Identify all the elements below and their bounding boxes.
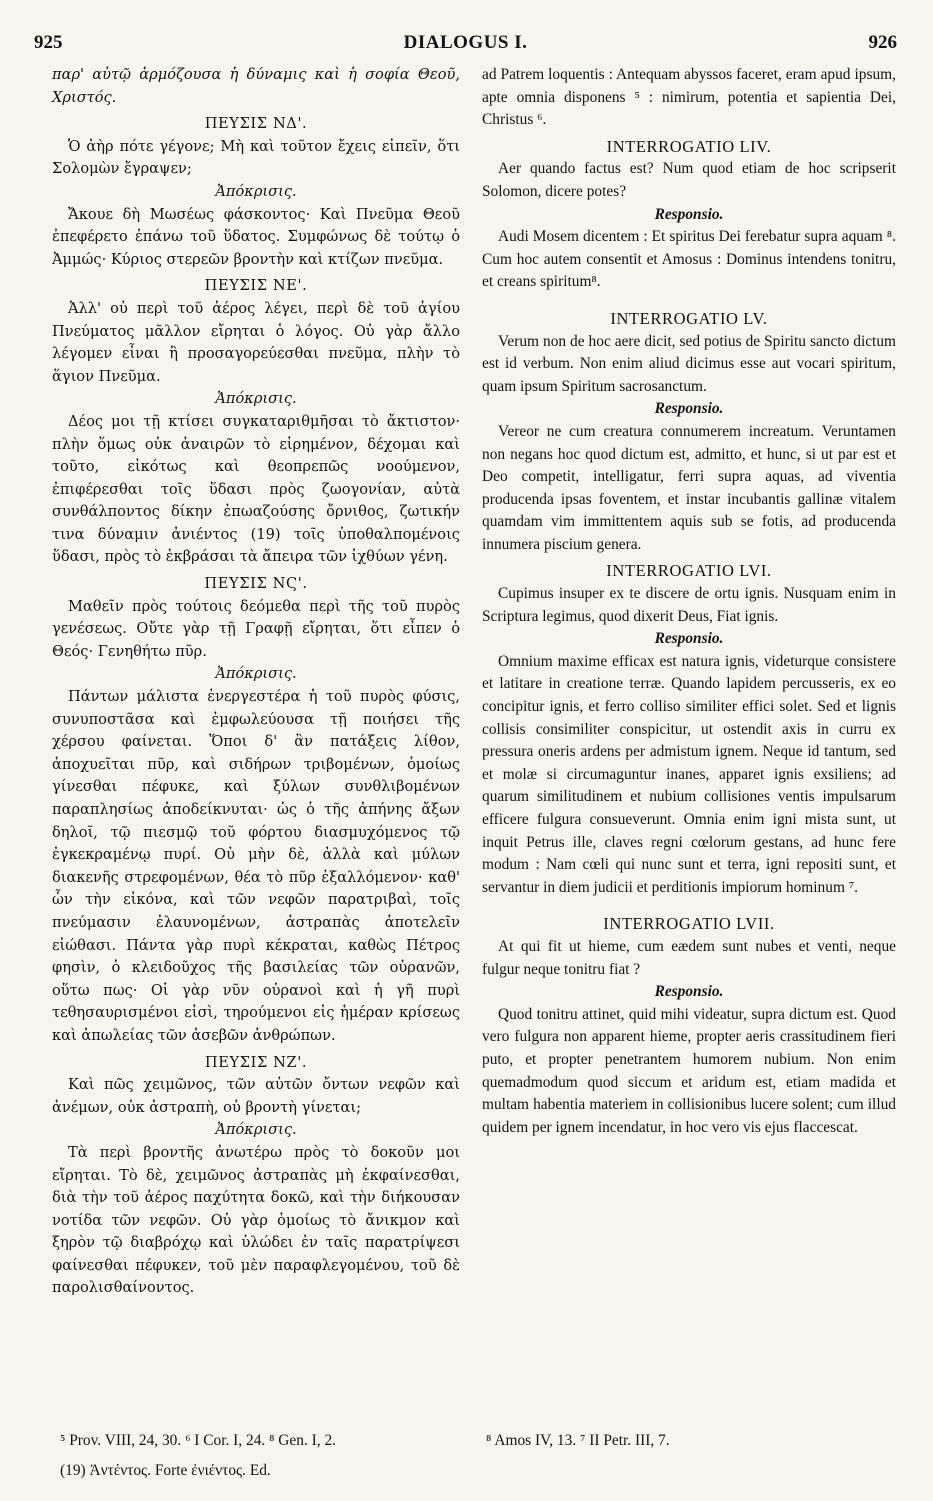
greek-answer-57: Τὰ περὶ βροντῆς ἀνωτέρω πρὸς τὸ δοκοῦν μοι εἴρηται. Τὸ δὲ, χειμῶνος ἀστραπὰς μὴ ἐκφαίνεσθαι, διὰ τὴν τοῦ ἀέρος παχύτητα δοκῶ, καὶ τὴν διήκουσαν νοτίδα τῶν νεφῶν. Οὐ γὰρ ὁμοίως τὸ ἄνικμον καὶ ξηρὸν τῷ διαβρόχῳ καὶ ὑλώδει ἐν ταῖς παρατρίψεσι φαίνεσθαι πέφυκεν, τοῦ μὲν παραφλεγομένου, τοῦ δὲ παρολισθαίνοντος. xyxy=(52,1143,460,1297)
footnote-editorial: (19) Ἀντέντος. Forte ἐνιέντος. Ed. xyxy=(60,1462,271,1479)
latin-response-label-57: Responsio. xyxy=(654,983,724,1001)
greek-heading-55: ΠΕΥΣΙΣ ΝΕ'. xyxy=(204,277,308,295)
latin-question-54: Aer quando factus est? Num quod etiam de hoc scripserit Solomon, dicere potes? xyxy=(482,160,896,200)
greek-answer-55: Δέος μοι τῇ κτίσει συγκαταριθμῆσαι τὸ ἄκτιστον· πλὴν ὅμως οὐκ ἀναιρῶν τὸ εἰρημένον, δέχομαι καὶ τοῦτο, εἰκότως καὶ θεοπρεπῶς νοούμενον, ἐπιφέρεσθαι τοῖς ὕδασι πρὸς ζωογονίαν, αὐτὰ συνθάλποντος δίκην ἐπωαζούσης ὄρνιθος, ζωτικήν τινα δύναμιν ἀνιέντος (19) τοῖς ὑποθαλπομένοις ὕδασι, πρὸς τὸ ἐκβράσαι τὰ ἄπειρα τῶν ἰχθύων γένη. xyxy=(52,412,460,566)
page-number-right: 926 xyxy=(868,32,897,53)
latin-question-55: Verum non de hoc aere dicit, sed potius de Spiritu sancto dictum est id verbum. Non enim aliud dicimus esse aut vocari spiritum, quam ipsum Spiritum sacrosanctum. xyxy=(482,332,896,395)
latin-response-label-54: Responsio. xyxy=(654,205,724,223)
greek-answer-54: Ἄκουε δὴ Μωσέως φάσκοντος· Καὶ Πνεῦμα Θεοῦ ἐπεφέρετο ἐπάνω τοῦ ὕδατος. Συμφώνως δὲ τούτῳ ὁ Ἀμμώς· Κύριος στερεῶν βροντὴν καὶ κτίζων πνεῦμα. xyxy=(52,205,460,268)
latin-response-label-56: Responsio. xyxy=(654,630,724,648)
greek-response-label-55: Ἀπόκρισις. xyxy=(215,390,297,408)
latin-response-label-55: Responsio. xyxy=(654,400,724,418)
latin-answer-55: Vereor ne cum creatura connumerem increatum. Veruntamen non negans hoc quod dictum est, admitto, et hunc, si ut par est et Deo competit, intelligatur, ferri supra aquas, ad viventia producenda ipsas foventem, et instar incubantis gallinæ vitalem quamdam vim immittentem aquis sub se fotis, ad producenda innumera piscium genera. xyxy=(482,422,896,553)
footnote-refs-left: ⁵ Prov. VIII, 24, 30. ⁶ I Cor. I, 24. ⁸ Gen. I, 2. xyxy=(60,1432,337,1449)
greek-response-label-57: Ἀπόκρισις. xyxy=(215,1121,297,1139)
footnotes-right xyxy=(486,1426,896,1456)
greek-question-57: Καὶ πῶς χειμῶνος, τῶν αὐτῶν ὄντων νεφῶν καὶ ἀνέμων, οὐκ ἀστραπὴ, οὐ βροντὴ γίνεται; xyxy=(52,1076,460,1116)
latin-heading-54: INTERROGATIO LIV. xyxy=(606,136,772,156)
latin-answer-54: Audi Mosem dicentem : Et spiritus Dei ferebatur supra aquam ⁸. Cum hoc autem consentit et Amosus : Dominus intendens tonitru, et creans spiritum⁸. xyxy=(482,228,896,291)
running-title: DIALOGUS I. xyxy=(403,32,528,53)
latin-question-56: Cupimus insuper ex te discere de ortu ignis. Nusquam enim in Scriptura legimus, quod dixerit Deus, Fiat ignis. xyxy=(482,585,896,625)
greek-response-label-54: Ἀπόκρισις. xyxy=(215,182,297,200)
greek-column xyxy=(52,64,460,1300)
page-number-left: 925 xyxy=(34,32,63,53)
greek-heading-54: ΠΕΥΣΙΣ ΝΔ'. xyxy=(204,115,308,133)
latin-heading-57: INTERROGATIO LVII. xyxy=(603,914,775,934)
greek-question-55: Ἀλλ' οὐ περὶ τοῦ ἀέρος λέγει, περὶ δὲ τοῦ ἁγίου Πνεύματος μᾶλλον εἴρηται ὁ λόγος. Οὐ γὰρ ἄλλο λέγομεν εἶναι ἢ προσαγορεύεσθαι πνεῦμα, πλὴν τὸ ἅγιον Πνεῦμα. xyxy=(52,299,460,385)
greek-question-56: Μαθεῖν πρὸς τούτοις δεόμεθα περὶ τῆς τοῦ πυρὸς γενέσεως. Οὔτε γὰρ τῇ Γραφῇ εἴρηται, ὅτι εἶπεν ὁ Θεός· Γενηθήτω πῦρ. xyxy=(52,597,460,660)
page-header xyxy=(34,28,897,58)
latin-heading-55: INTERROGATIO LV. xyxy=(610,308,768,328)
greek-heading-57: ΠΕΥΣΙΣ ΝΖ'. xyxy=(204,1053,308,1071)
greek-question-54: Ὁ ἀὴρ πότε γέγονε; Μὴ καὶ τοῦτον ἔχεις εἰπεῖν, ὅτι Σολομὼν ἔγραψεν; xyxy=(52,137,460,178)
footnotes-left xyxy=(60,1426,470,1486)
greek-continuation: παρ' αὐτῷ ἁρμόζουσα ἡ δύναμις καὶ ἡ σοφία Θεοῦ, Χριστός. xyxy=(52,66,460,106)
latin-continuation: ad Patrem loquentis : Antequam abyssos faceret, eram apud ipsum, apte omnia disponens ⁵ : nimirum, potentia et sapientia Dei, Christus ⁶. xyxy=(482,66,896,129)
latin-answer-57: Quod tonitru attinet, quid mihi videatur, supra dictum est. Quod vero fulgura non apparent hieme, propter aeris crassitudinem fieri puto, et propter penetrantem humorem nubium. Non enim quemadmodum quod siccum et aridum est, etiam madida et multam habentia materiem in collisionibus lucere solent; cum illud quidem per ignem incendatur, in hoc vero vis ejus flaccescat. xyxy=(482,1005,896,1136)
latin-heading-56: INTERROGATIO LVI. xyxy=(606,561,772,581)
latin-question-57: At qui fit ut hieme, cum eædem sunt nubes et venti, neque fulgur neque tonitru fiat ? xyxy=(482,937,896,978)
greek-response-label-56: Ἀπόκρισις. xyxy=(215,665,297,683)
greek-answer-56: Πάντων μάλιστα ἐνεργεστέρα ἡ τοῦ πυρὸς φύσις, συνυποστᾶσα καὶ ἐμφωλεύουσα τῇ ποιήσει τῆς χέρσου φαίνεται. Ὅποι δ' ἂν πατάξεις λίθον, ἀποχυεῖται πῦρ, καὶ σιδήρων τριβομένων, ὁμοίως γίνεσθαι πέφυκε, καὶ ξύλων συνθλιβομένων παραπλησίως ἀποδείκνυται· ὡς ὁ τῆς ἀπήνης ἄξων δηλοῖ, τῷ πιεσμῷ τοῦ φόρτου διασμυχόμενος τῷ ἐγκεκραμένῳ πυρί. Οὐ μὴν δὲ, ἀλλὰ καὶ μύλων διακενῆς στρεφομένων, θέα τὸ πῦρ ἐξαλλόμενον· καθ' ὧν τὴν εἰκόνα, καὶ τῶν νεφῶν παρατριβαὶ, τοῖς πνεύμασιν ἐλαυνομένων, ἀστραπὰς ἀποτελεῖν εἰώθασι. Πάντα γὰρ πυρὶ κέκραται, καθὼς Πέτρος φησὶν, ὁ κλειδοῦχος τῆς βασιλείας τῶν οὐρανῶν, οὕτω πως· Οἱ γὰρ νῦν οὐρανοὶ καὶ ἡ γῆ πυρὶ τεθησαυρισμένοι εἰσὶ, τηρούμενοι εἰς ἡμέραν κρίσεως καὶ ἀπωλείας τῶν ἀσεβῶν ἀνθρώπων. xyxy=(52,688,460,1044)
greek-heading-56: ΠΕΥΣΙΣ ΝϚ'. xyxy=(204,575,308,593)
latin-column xyxy=(482,64,896,1139)
footnote-refs-right: ⁸ Amos IV, 13. ⁷ II Petr. III, 7. xyxy=(486,1432,670,1449)
latin-answer-56: Omnium maxime efficax est natura ignis, videturque consistere et latitare in creatione terræ. Quando lapidem percusseris, ex eo concipitur ignis, et ferro colliso similiter effici solet. Sed et lignis collisis consimiliter conspicitur, ut ostendit axis in curru ex pressura oneris ardens per admistum ignem. Neque id tantum, sed et molæ si circumaguntur inanes, apparet ignis exsiliens; ad quarum similitudinem et nubium collisiones ventis impulsarum efficere fulgura consueverunt. Omnia enim igni mista sunt, ut inquit Petrus ille, claves regni cœlorum gestans, ad hunc fere modum : Nam cœli qui nunc sunt et terra, igni repositi sunt, et servantur in diem judicii et perditionis impiorum hominum ⁷. xyxy=(482,652,896,896)
